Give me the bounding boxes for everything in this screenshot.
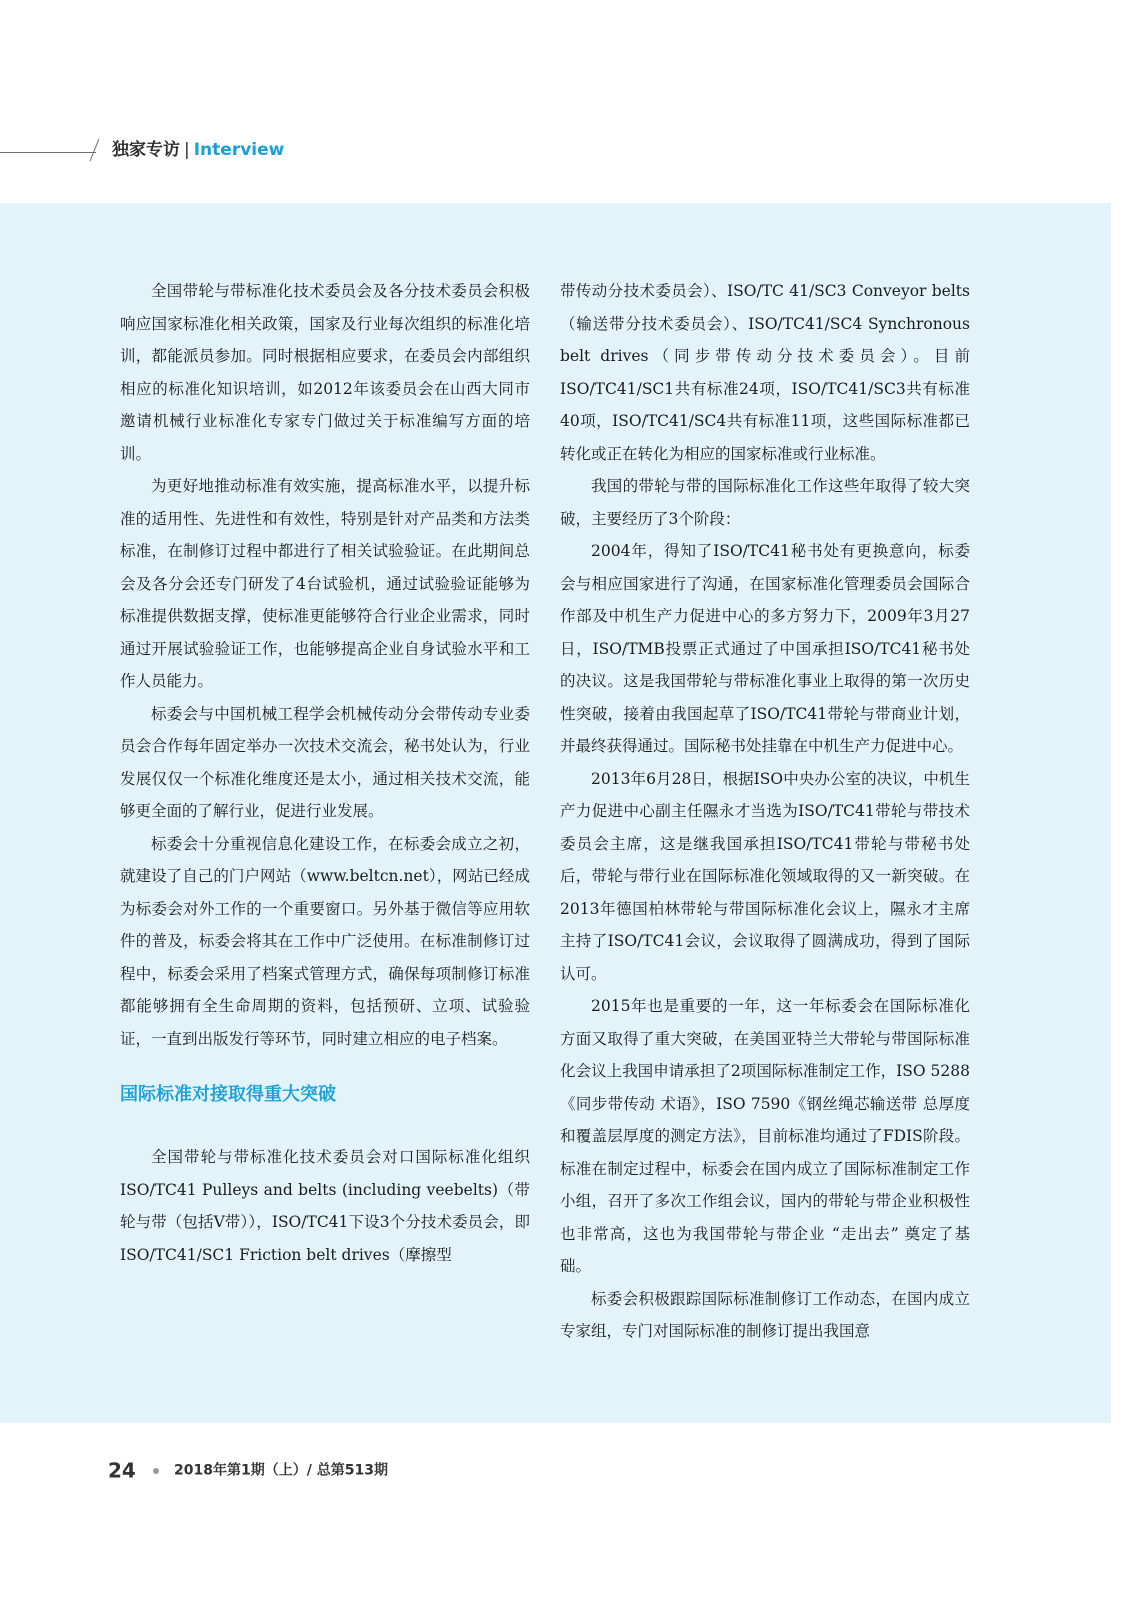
page-header [0, 134, 420, 170]
paragraph: 2015年也是重要的一年，这一年标委会在国际标准化方面又取得了重大突破，在美国亚特兰大带轮与带国际标准化会议上我国申请承担了2项国际标准制定工作，ISO 5288《同步带传动 术语》，ISO 7590《钢丝绳芯输送带 总厚度和覆盖层厚度的测定方法》，目前标准均通过了FDIS阶段。标准在制定过程中，标委会在国内成立了国际标准制定工作小组，召开了多次工作组会议，国内的带轮与带企业积极性也非常高，这也为我国带轮与带企业 “走出去” 奠定了基础。 [560, 997, 970, 1275]
paragraph: 全国带轮与带标准化技术委员会及各分技术委员会积极响应国家标准化相关政策，国家及行业每次组织的标准化培训，都能派员参加。同时根据相应要求，在委员会内部组织相应的标准化知识培训，如2012年该委员会在山西大同市邀请机械行业标准化专家专门做过关于标准编写方面的培训。 [120, 282, 530, 463]
section-title-cn: 独家专访 [112, 140, 180, 160]
issue-info: 2018年第1期（上）/ 总第513期 [174, 1462, 388, 1479]
paragraph: 我国的带轮与带的国际标准化工作这些年取得了较大突破，主要经历了3个阶段： [560, 477, 970, 528]
header-rule [0, 152, 96, 153]
paragraph: 标委会十分重视信息化建设工作，在标委会成立之初，就建设了自己的门户网站（www.beltcn.net），网站已经成为标委会对外工作的一个重要窗口。另外基于微信等应用软件的普及，标委会将其在工作中广泛使用。在标准制修订过程中，标委会采用了档案式管理方式，确保每项制修订标准都能够拥有全生命周期的资料，包括预研、立项、试验验证，一直到出版发行等环节，同时建立相应的电子档案。 [120, 834, 530, 1048]
section-title-en: Interview [193, 140, 285, 160]
header-text [112, 136, 284, 164]
page-footer [108, 1456, 388, 1485]
footer-dot-icon [153, 1468, 159, 1474]
paragraph-continued: 带传动分技术委员会）、ISO/TC 41/SC3 Conveyor belts（输送带分技术委员会）、ISO/TC41/SC4 Synchronous belt drives（同步带传动分技术委员会）。目前ISO/TC41/SC1共有标准24项，ISO/TC41/SC3共有标准40项，ISO/TC41/SC4共有标准11项，这些国际标准都已转化或正在转化为相应的国家标准或行业标准。 [560, 282, 970, 463]
header-separator: | [184, 140, 190, 160]
header-slash [90, 139, 100, 162]
paragraph: 2004年，得知了ISO/TC41秘书处有更换意向，标委会与相应国家进行了沟通，在国家标准化管理委员会国际合作部及中机生产力促进中心的多方努力下，2009年3月27日，ISO/TMB投票正式通过了中国承担ISO/TC41秘书处的决议。这是我国带轮与带标准化事业上取得的第一次历史性突破，接着由我国起草了ISO/TC41带轮与带商业计划，并最终获得通过。国际秘书处挂靠在中机生产力促进中心。 [560, 542, 970, 755]
section-heading: 国际标准对接取得重大突破 [120, 1084, 336, 1105]
right-column [560, 275, 970, 1348]
paragraph: 全国带轮与带标准化技术委员会对口国际标准化组织ISO/TC41 Pulleys and belts (including veebelts)（带轮与带（包括V带）），ISO/TC41下设3个分技术委员会，即ISO/TC41/SC1 Friction belt drives（摩擦型 [120, 1148, 530, 1264]
page-number: 24 [108, 1458, 136, 1483]
paragraph: 2013年6月28日，根据ISO中央办公室的决议，中机生产力促进中心副主任隰永才当选为ISO/TC41带轮与带技术委员会主席，这是继我国承担ISO/TC41带轮与带秘书处后，带轮与带行业在国际标准化领域取得的又一新突破。在2013年德国柏林带轮与带国际标准化会议上，隰永才主席主持了ISO/TC41会议，会议取得了圆满成功，得到了国际认可。 [560, 769, 970, 983]
paragraph: 标委会与中国机械工程学会机械传动分会带传动专业委员会合作每年固定举办一次技术交流会，秘书处认为，行业发展仅仅一个标准化维度还是太小，通过相关技术交流，能够更全面的了解行业，促进行业发展。 [120, 704, 530, 820]
paragraph: 标委会积极跟踪国际标准制修订工作动态，在国内成立专家组，专门对国际标准的制修订提出我国意 [560, 1289, 970, 1340]
paragraph: 为更好地推动标准有效实施，提高标准水平，以提升标准的适用性、先进性和有效性，特别是针对产品类和方法类标准，在制修订过程中都进行了相关试验验证。在此期间总会及各分会还专门研发了4台试验机，通过试验验证能够为标准提供数据支撑，使标准更能够符合行业企业需求，同时通过开展试验验证工作，也能够提高企业自身试验水平和工作人员能力。 [120, 477, 530, 690]
left-column [120, 275, 530, 1271]
